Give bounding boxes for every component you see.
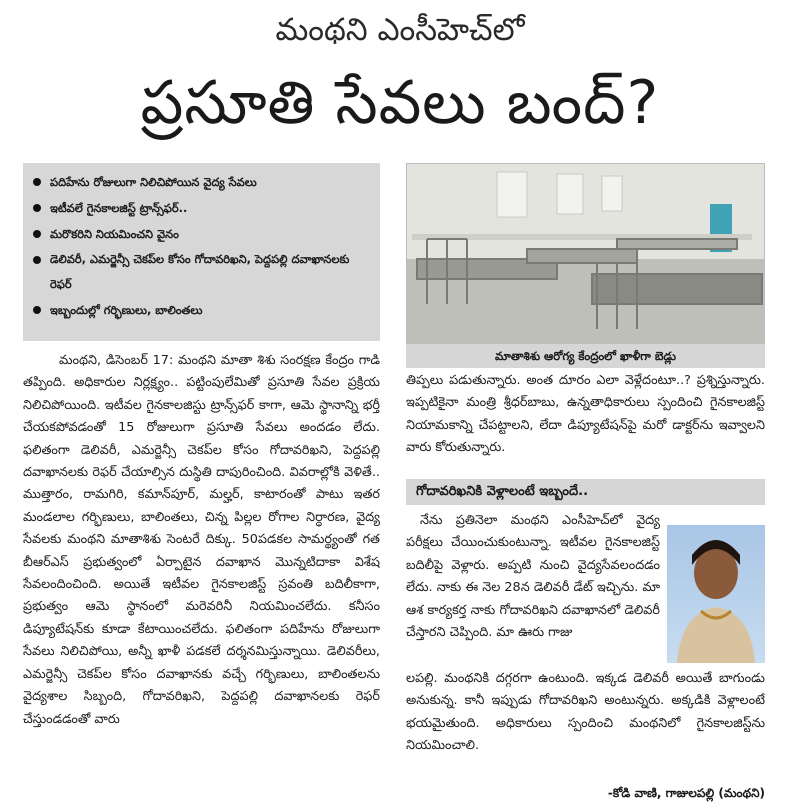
highlight-item: ఇటీవలే గైనకాలజిస్ట్ ట్రాన్స్‌ఫర్.. — [29, 195, 374, 221]
resident-portrait — [667, 525, 765, 663]
article-body-right: తిప్పలు పడుతున్నారు. అంత దూరం ఎలా వెళ్లేదంటూ..? ప్రశ్నిస్తున్నారు. ఇప్పటికైనా మంత్రి శ్రీధర్‌బాబు, ఉన్నతాధికారులు స్పందించి గైనకాలజిస్ట్ నియామకాన్ని చేపట్టాలని, లేదా డిప్యూటేషన్‌పై మరో డాక్టర్‌ను ఇవ్వాలని వారు కోరుతున్నారు. — [406, 373, 765, 456]
highlights-box — [23, 163, 380, 341]
sub-heading: గోదావరిఖనికి వెళ్లాలంటే ఇబ్బందే.. — [406, 479, 765, 505]
empty-beds-illustration — [407, 164, 765, 344]
resident-quote-continued: లపల్లి. మంథనికి దగ్గరగా ఉంటుంది. ఇక్కడ డెలివరీ అయితే బాగుండు అనుకున్న. కానీ ఇప్పుడు గోదావరిఖని అంటున్నరు. అక్కడికి వెళ్లాలంటే భయమైతుంది. అధికారులు స్పందించి మంథనిలో గైనకాలజిస్ట్‌ను నియమించాలి. — [406, 671, 765, 754]
highlight-item: మరొకరిని నియమించని వైనం — [29, 221, 374, 247]
highlight-item: ఇబ్బందుల్లో గర్భిణులు, బాలింతలు — [29, 297, 374, 323]
article-kicker: మంథని ఎంసీహెచ్‌లో — [275, 12, 525, 48]
bullet-icon — [33, 306, 41, 314]
article-body-left: మంథని, డిసెంబర్ 17: మంథని మాతా శిశు సంరక్షణ కేంద్రం గాడి తప్పింది. అధికారుల నిర్లక్ష్యం.. పట్టింపులేమితో ప్రసూతి సేవల ప్రక్రియ నిలిచిపోయింది. ఇటీవల గైనకాలజిస్టు ట్రాన్స్‌ఫర్ కాగా, ఆమె స్థానాన్ని భర్తీ చేయకపోవడంతో 15 రోజులుగా ప్రసూతి సేవలు అందడం లేదు. ఫలితంగా డెలివరీ, ఎమర్జెన్సీ చెకప్‌ల కోసం గోదావరిఖని, పెద్దపల్లి దవాఖానలకు రెఫర్ చేయాల్సిన దుస్థితి దాపురించింది. వివరాల్లోకి వెళితే.. ముత్తారం, రామగిరి, కమాన్‌పూర్, మల్హర్, కాటారంతో పాటు ఇతర మండలాల గర్భిణులు, బాలింతలు, చిన్న పిల్లల రోగాల నిర్ధారణ, వైద్య సేవలకు మంథని మాతాశిశు సెంటరే దిక్కు. 50పడకల సామర్థ్యంతో గత బీఆర్ఎస్ ప్రభుత్వంలో ఏర్పాటైన దవాఖాన మొన్నటిదాకా విశేష సేవలందించింది. అయితే ఇటీవల గైనకాలజిస్ట్ స్రవంతి బదిలీకాగా, ప్రభుత్వం ఆమె స్థానంలో మరెవరినీ నియమించలేదు. కనీసం డిప్యూటేషన్‌కు కూడా కేటాయించలేదు. ఫలితంగా పదిహేను రోజులుగా సేవలు నిలిచిపోయి, అన్నీ ఖాళీ పడకలే దర్శనమిస్తున్నాయి. డెలివరీలు, ఎమర్జెన్సీ చెకప్‌ల కోసం దవాఖానకు వచ్చే గర్భిణులు, బాలింతలను వైద్యశాల సిబ్బంది, గోదావరిఖని, పెద్దపల్లి దవాఖానలకు రెఫర్ చేస్తుండడంతో వారు — [23, 353, 380, 727]
person-icon — [667, 525, 765, 663]
bullet-icon — [33, 204, 41, 212]
bullet-icon — [33, 256, 41, 264]
byline: -కోడి వాణి, గాజులపల్లి (మంథని) — [607, 786, 765, 800]
bullet-icon — [33, 230, 41, 238]
article-headline: ప్రసూతి సేవలు బంద్? — [140, 68, 660, 138]
resident-quote: నేను ప్రతినెలా మంథని ఎంసీహెచ్‌లో వైద్య పరీక్షలు చేయించుకుంటున్నా. ఇటీవల గైనకాలజిస్ట్ బదిలీపై వెళ్లారు. అప్పటి నుంచి వైద్యసేవలందడం లేదు. నాకు ఈ నెల 28న డెలివరీ డేట్ ఇచ్చిను. మా ఆశ కార్యకర్త నాకు గోదావరిఖని దవాఖానలో డెలివరీ చేస్తారని చెప్పింది. మా ఊరు గాజు — [406, 513, 660, 641]
highlight-item: డెలివరీ, ఎమర్జెన్సీ చెకప్‌ల కోసం గోదావరిఖని, పెద్దపల్లి దవాఖానలకు రెఫర్ — [29, 247, 374, 297]
bullet-icon — [33, 178, 41, 186]
photo-caption: మాతాశిశు ఆరోగ్య కేంద్రంలో ఖాళీగా బెడ్లు — [406, 344, 765, 368]
highlight-item: పదిహేను రోజులుగా నిలిచిపోయిన వైద్య సేవలు — [29, 169, 374, 195]
hospital-ward-photo — [406, 163, 765, 344]
